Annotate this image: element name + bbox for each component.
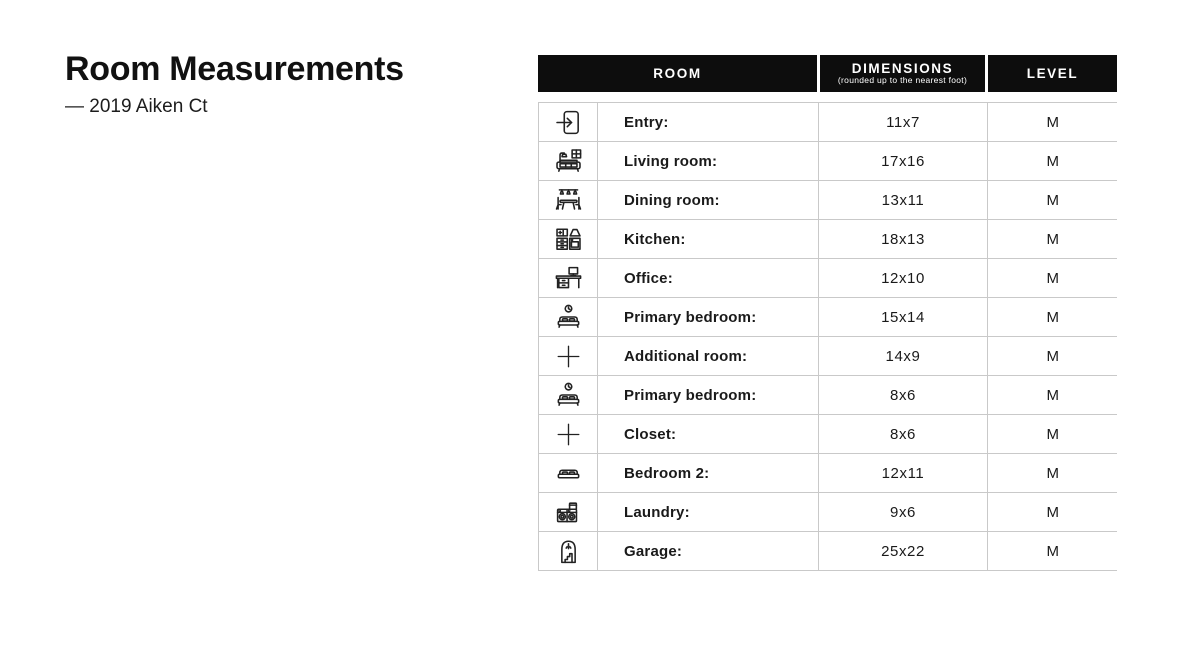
room-dimensions: 12x10 bbox=[819, 259, 987, 297]
room-icon-cell bbox=[539, 493, 597, 531]
room-dimensions: 12x11 bbox=[819, 454, 987, 492]
dining-table-icon bbox=[553, 185, 583, 215]
room-level: M bbox=[988, 532, 1118, 570]
table-body bbox=[538, 102, 1117, 571]
room-icon-cell bbox=[539, 220, 597, 258]
page-title: Room Measurements bbox=[65, 50, 404, 88]
entry-door-icon bbox=[553, 107, 583, 137]
kitchen-appliances-icon bbox=[553, 224, 583, 254]
room-name: Primary bedroom: bbox=[598, 376, 818, 414]
room-dimensions: 11x7 bbox=[819, 103, 987, 141]
room-level: M bbox=[988, 376, 1118, 414]
room-dimensions: 14x9 bbox=[819, 337, 987, 375]
dimensions-header-note: (rounded up to the nearest foot) bbox=[837, 75, 968, 86]
room-name: Additional room: bbox=[598, 337, 818, 375]
room-dimensions: 17x16 bbox=[819, 142, 987, 180]
room-name: Entry: bbox=[598, 103, 818, 141]
room-level: M bbox=[988, 181, 1118, 219]
room-icon-cell bbox=[539, 181, 597, 219]
sofa-icon bbox=[553, 146, 583, 176]
table-header-row bbox=[538, 55, 1117, 92]
column-header-room: ROOM bbox=[538, 55, 817, 92]
room-name: Garage: bbox=[598, 532, 818, 570]
room-level: M bbox=[988, 493, 1118, 531]
washer-dryer-icon bbox=[553, 497, 583, 527]
title-block bbox=[65, 52, 404, 118]
bed-icon bbox=[553, 458, 583, 488]
room-icon-cell bbox=[539, 142, 597, 180]
room-dimensions: 13x11 bbox=[819, 181, 987, 219]
bed-clock-icon bbox=[553, 302, 583, 332]
room-level: M bbox=[988, 298, 1118, 336]
room-dimensions: 8x6 bbox=[819, 415, 987, 453]
room-icon-cell bbox=[539, 298, 597, 336]
room-name: Closet: bbox=[598, 415, 818, 453]
room-name: Living room: bbox=[598, 142, 818, 180]
room-level: M bbox=[988, 454, 1118, 492]
column-header-level: LEVEL bbox=[988, 55, 1117, 92]
dimensions-header-label: DIMENSIONS bbox=[851, 60, 954, 76]
room-level: M bbox=[988, 415, 1118, 453]
room-name: Primary bedroom: bbox=[598, 298, 818, 336]
plus-icon bbox=[553, 341, 583, 371]
room-dimensions: 8x6 bbox=[819, 376, 987, 414]
room-dimensions: 15x14 bbox=[819, 298, 987, 336]
room-dimensions: 18x13 bbox=[819, 220, 987, 258]
room-dimensions: 9x6 bbox=[819, 493, 987, 531]
office-desk-icon bbox=[553, 263, 583, 293]
room-level: M bbox=[988, 142, 1118, 180]
bed-clock-icon bbox=[553, 380, 583, 410]
room-icon-cell bbox=[539, 454, 597, 492]
room-dimensions: 25x22 bbox=[819, 532, 987, 570]
room-level: M bbox=[988, 103, 1118, 141]
room-measurements-table bbox=[538, 55, 1117, 571]
room-name: Office: bbox=[598, 259, 818, 297]
plus-icon bbox=[553, 419, 583, 449]
room-name: Laundry: bbox=[598, 493, 818, 531]
page-subtitle: — 2019 Aiken Ct bbox=[65, 95, 208, 117]
room-icon-cell bbox=[539, 376, 597, 414]
room-icon-cell bbox=[539, 415, 597, 453]
garage-stairs-icon bbox=[553, 536, 583, 566]
column-header-dimensions bbox=[820, 55, 985, 92]
room-icon-cell bbox=[539, 259, 597, 297]
room-name: Dining room: bbox=[598, 181, 818, 219]
room-icon-cell bbox=[539, 532, 597, 570]
room-level: M bbox=[988, 220, 1118, 258]
room-icon-cell bbox=[539, 337, 597, 375]
room-level: M bbox=[988, 259, 1118, 297]
room-name: Bedroom 2: bbox=[598, 454, 818, 492]
room-level: M bbox=[988, 337, 1118, 375]
room-name: Kitchen: bbox=[598, 220, 818, 258]
room-icon-cell bbox=[539, 103, 597, 141]
